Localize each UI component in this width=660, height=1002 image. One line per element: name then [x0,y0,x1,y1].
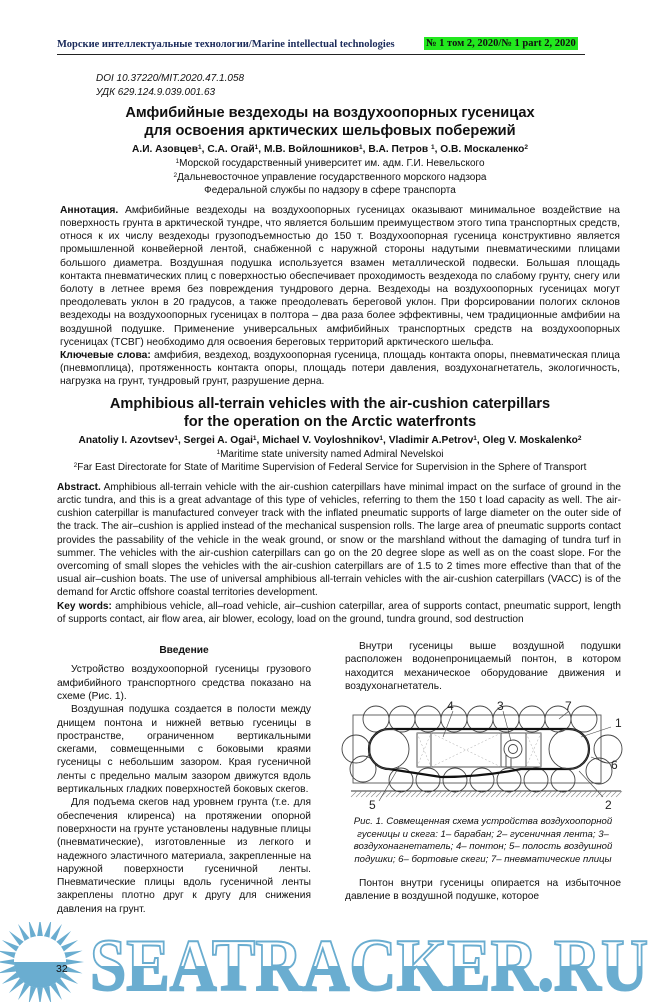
aff-sup: 2 [173,171,178,179]
ru-keywords-label: Ключевые слова: [60,350,151,362]
ru-title [0,104,660,140]
author-name: Anatoliy I. Azovtsev [78,434,175,446]
aff-sup: 1 [175,158,180,165]
author-name: Vladimir A.Petrov [388,434,474,446]
ru-abstract-text: Амфибийные вездеходы на воздухоопорных гусеницах оказывают минимальное воздействие на поверхность грунта в арктической тундре, что является большим преимуществом этого типа транспортных средств, относя к их числу вездеходы грузоподъемностью до 150 т. Воздухоопорная гусеница конструктивно является промышленной конвейерной лентой, снабженной с наружной стороны надутыми пневматическими плицами большого диаметра. Воздушная подушка используется взамен металлической подвески. Большая площадь контакта пневматических плиц с поверхностью обеспечивает проходимость вездехода по слабому грунту, снегу или болоту в летнее время без повреждения тундрового дерна. Вездеходы на воздухоопорных гусеницах могут преодолевать уклон в 20 градусов, а также преодолевать береговой уклон. При форсировании пологих склонов вездеходы на воздухоопорных гусеницах в полтора – два раза более эффективны, чем традиционные амфибии на воздушной подушке. Применение универсальных амфибийных транспортных средств на воздухоопорных гусеницах (ТСВГ) необходимо для освоения береговых территорий арктического шельфа. [60,204,620,348]
doi: DOI 10.37220/MIT.2020.47.1.058 [96,73,245,84]
author-name: О.В. Москаленко [440,144,525,155]
figure-label: 7 [565,699,572,714]
en-aff1: Maritime state university named Admiral Nevelskoi [220,448,444,460]
en-aff2: Far East Directorate for State of Maritime Supervision of Federal Service for Supervision in the Sphere of Transport [77,462,587,474]
author-affiliation-sup: 1 [252,434,257,442]
ru-authors: А.И. Азовцев$^1$, С.А. Огай$^1$, М.В. Войлошников$^1$, В.А. Петров $^1$, О.В. Москаленко$^2$ [132,144,528,155]
en-keywords-label: Key words: [57,600,112,612]
author-affiliation-sup: 1 [254,144,259,151]
ru-keywords [60,349,620,389]
en-title [0,395,660,431]
en-title-line2: for the operation on the Arctic waterfronts [183,413,477,430]
figure-label: 5 [369,798,376,813]
author-name: В.А. Петров [368,144,431,155]
seatracker-watermark [0,922,660,1002]
page-footer [0,922,660,1002]
author-name: Sergei A. Ogai [183,434,253,446]
en-abstract [57,481,621,626]
en-abstract-text: Amphibious all-terrain vehicle with the air-cushion caterpillars have minimal impact on the surface of ground in the arctic tundra, and this is a great advantage of this type of vehicles, referring to them the 150 t load capacity as well. The air-cushion caterpillar is manufactured conveyer track with the inflated pneumatic supports of large diameter on the outer side of the track. The air–cushion is applied instead of the mechanical suspension rolls. The large area of pneumatic supports contact provides the passability of the vehicle in the weak ground, or snow or the marshland without the damaging of tundra turf in summer. The vehicles with the air-cushion caterpillars can go on the 20 degree slope as well as on the coast slope. For the overcoming of small slopes the vehicles with the air-cushion caterpillars are of 1.5 to 2 times more effective than that of the usual air–cushion boats. The use of universal amphibious all-terrain vehicles with the air-cushion caterpillars (VACC) is of the demand for Arctic offshore coastal territories development. [57,481,621,599]
figure-label: 4 [447,699,454,714]
author-name: М.В. Войлошников [263,144,360,155]
ru-aff2: Дальневосточное управление государственного морского надзора [177,171,487,183]
author-affiliation-sup: 1 [473,434,477,442]
author-name: Oleg V. Moskalenko [482,434,578,446]
ru-abstract [60,204,620,349]
intro-heading: Введение [159,645,209,657]
author-name: А.И. Азовцев [132,144,199,155]
figure-label: 2 [605,798,612,813]
figure-caterpillar-diagram [341,697,631,812]
author-affiliation-sup: 1 [174,434,178,442]
ru-aff1: Морской государственный университет им. адм. Г.И. Невельского [179,158,485,169]
journal-header [57,36,585,55]
aff-sup: 2 [73,462,78,470]
intro-paragraph: Воздушная подушка создается в полости между днищем понтона и нижней ветвью гусеницы в пространстве, ограниченном вертикальными скегами, совмещенными с боковыми краями гусеницы с небольшим зазором. Края гусеничной ленты с предельно малым зазором движутся вдоль вертикальных гладких поверхностей боковых скегов. [57,704,311,796]
watermark-text: SEATRACKER.RU [90,924,648,1002]
ru-abstract-label: Аннотация. [60,204,119,216]
en-title-line1: Amphibious all-terrain vehicles with the air-cushion caterpillars [109,395,551,412]
udk: УДК 629.124.9.039.001.63 [96,87,216,98]
intro-paragraph: Устройство воздухоопорной гусеницы грузового амфибийного транспортного средства показано на схеме (Рис. 1). [57,664,311,702]
right-paragraph: Внутри гусеницы выше воздушной подушки расположен водонепроницаемый понтон, в котором находится механическое оборудование движения и воздухонагнетатель. [345,641,621,692]
ru-keywords-text: амфибия, вездеход, воздухоопорная гусеница, площадь контакта опоры, пневматическая плица (пневмоплица), протяженность контакта опоры, площадь потери давления, воздухонагнетатель, экологичность, нагрузка на грунт, тундровый грунт, разрушение дерна. [60,350,620,388]
en-abstract-label: Abstract. [57,481,101,493]
author-affiliation-sup: 1 [359,144,363,151]
author-affiliation-sup: 1 [379,434,384,442]
author-affiliation-sup: 2 [524,144,528,151]
figure-label: 3 [497,699,504,714]
author-affiliation-sup: 2 [577,434,582,442]
ru-title-line1: Амфибийные вездеходы на воздухоопорных гусеницах [125,105,535,121]
author-affiliation-sup: 1 [430,144,435,151]
figure-caption: Рис. 1. Совмещенная схема устройства воздухоопорной гусеницы и скега: 1– барабан; 2– гусеничная лента; 3– воздухонагнетатель; 4– понтон; 5– полость воздушной подушки; 6– бортовые скеги; 7– пневматические плицы [353,816,613,866]
author-name: Michael V. Voyloshnikov [262,434,380,446]
author-name: С.А. Огай [207,144,255,155]
ru-affiliations [0,157,660,198]
left-column [57,640,311,916]
journal-title: Морские интеллектуальные технологии/Marine intellectual technologies [57,39,395,50]
page-number: 32 [56,962,68,975]
figure-label: 1 [615,716,622,731]
ru-aff2b: Федеральной службы по надзору в сфере транспорта [204,185,456,197]
figure-label: 6 [611,758,618,773]
issue-badge: № 1 том 2, 2020/№ 1 part 2, 2020 [426,38,576,49]
intro-paragraph: Для подъема скегов над уровнем грунта (т.е. для обеспечения клиренса) на протяжении опорной поверхности на грунте установлены надувные плицы (пневматические), изготовленные из легкого и надежного эластичного материала, закрепленные на наружной поверхности гусеничной ленты. Пневматические плицы вдоль гусеничной ленты закреплены плотно друг к другу для снижения давления на грунт. [57,797,311,915]
en-affiliations [0,448,660,475]
two-column-body [57,640,621,916]
en-keywords-text: amphibious vehicle, all–road vehicle, air–cushion caterpillar, area of supports contact, pneumatic support, length of supports contact, air flow area, air blower, ecology, load on the ground, tundra ground, sod destruction [57,600,621,625]
right-paragraph: Понтон внутри гусеницы опирается на избыточное давление в воздушной подушке, которое [345,877,621,902]
author-affiliation-sup: 1 [198,144,202,151]
ru-title-line2: для освоения арктических шельфовых побережий [144,123,516,139]
aff-sup: 1 [216,448,221,456]
right-column [345,640,621,916]
en-authors: Anatoliy I. Azovtsev$^1$, Sergei A. Ogai$^1$, Michael V. Voyloshnikov$^1$, Vladimir A.Petrov$^1$, Oleg V. Moskalenko$^2$ [78,434,582,446]
